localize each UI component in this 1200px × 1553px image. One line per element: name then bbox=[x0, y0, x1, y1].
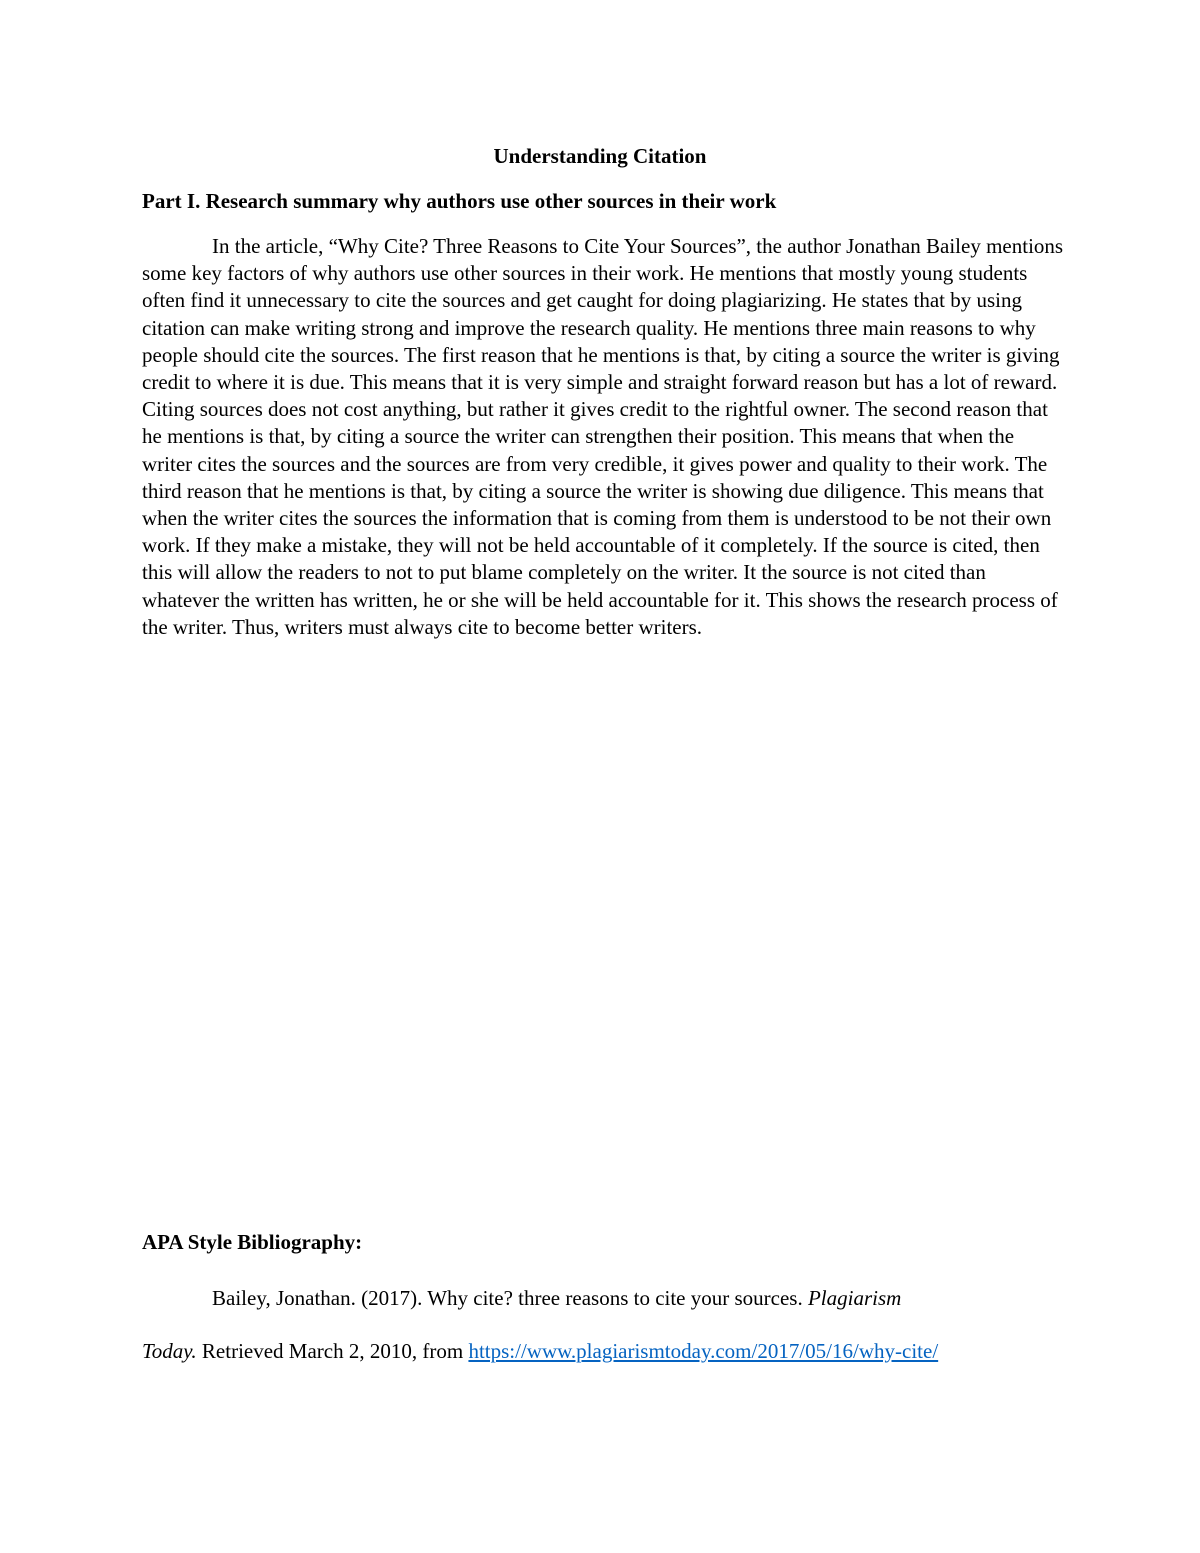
bibliography-heading: APA Style Bibliography: bbox=[142, 1230, 363, 1254]
bibliography-entry-line-1 bbox=[212, 1283, 901, 1313]
retrieval-text: Retrieved March 2, 2010, from bbox=[196, 1339, 469, 1363]
bibliography-entry-line-2 bbox=[142, 1336, 938, 1366]
journal-name-part-2: Today. bbox=[142, 1339, 197, 1363]
source-url-link[interactable]: https://www.plagiarismtoday.com/2017/05/16/why-cite/ bbox=[468, 1339, 939, 1363]
body-paragraph: In the article, “Why Cite? Three Reasons to Cite Your Sources”, the author Jonathan Bailey mentions some key factors of why authors use other sources in their work. He mentions that mostly young students often find it unnecessary to cite the sources and get caught for doing plagiarizing. He states that by using citation can make writing strong and improve the research quality. He mentions three main reasons to why people should cite the sources. The first reason that he mentions is that, by citing a source the writer is giving credit to where it is due. This means that it is very simple and straight forward reason but has a lot of reward. Citing sources does not cost anything, but rather it gives credit to the rightful owner. The second reason that he mentions is that, by citing a source the writer can strengthen their position. This means that when the writer cites the sources and the sources are from very credible, it gives power and quality to their work. The third reason that he mentions is that, by citing a source the writer is showing due diligence. This means that when the writer cites the sources the information that is coming from them is understood to be not their own work. If they make a mistake, they will not be held accountable of it completely. If the source is cited, then this will allow the readers to not to put blame completely on the writer. It the source is not cited than whatever the written has written, he or she will be held accountable for it. This shows the research process of the writer. Thus, writers must always cite to become better writers. bbox=[142, 234, 1064, 639]
section-heading: Part I. Research summary why authors use other sources in their work bbox=[142, 189, 777, 213]
document-title: Understanding Citation bbox=[493, 144, 707, 168]
bibliography-entry-text: Bailey, Jonathan. (2017). Why cite? three reasons to cite your sources. bbox=[212, 1286, 808, 1310]
journal-name-part-1: Plagiarism bbox=[807, 1286, 902, 1310]
